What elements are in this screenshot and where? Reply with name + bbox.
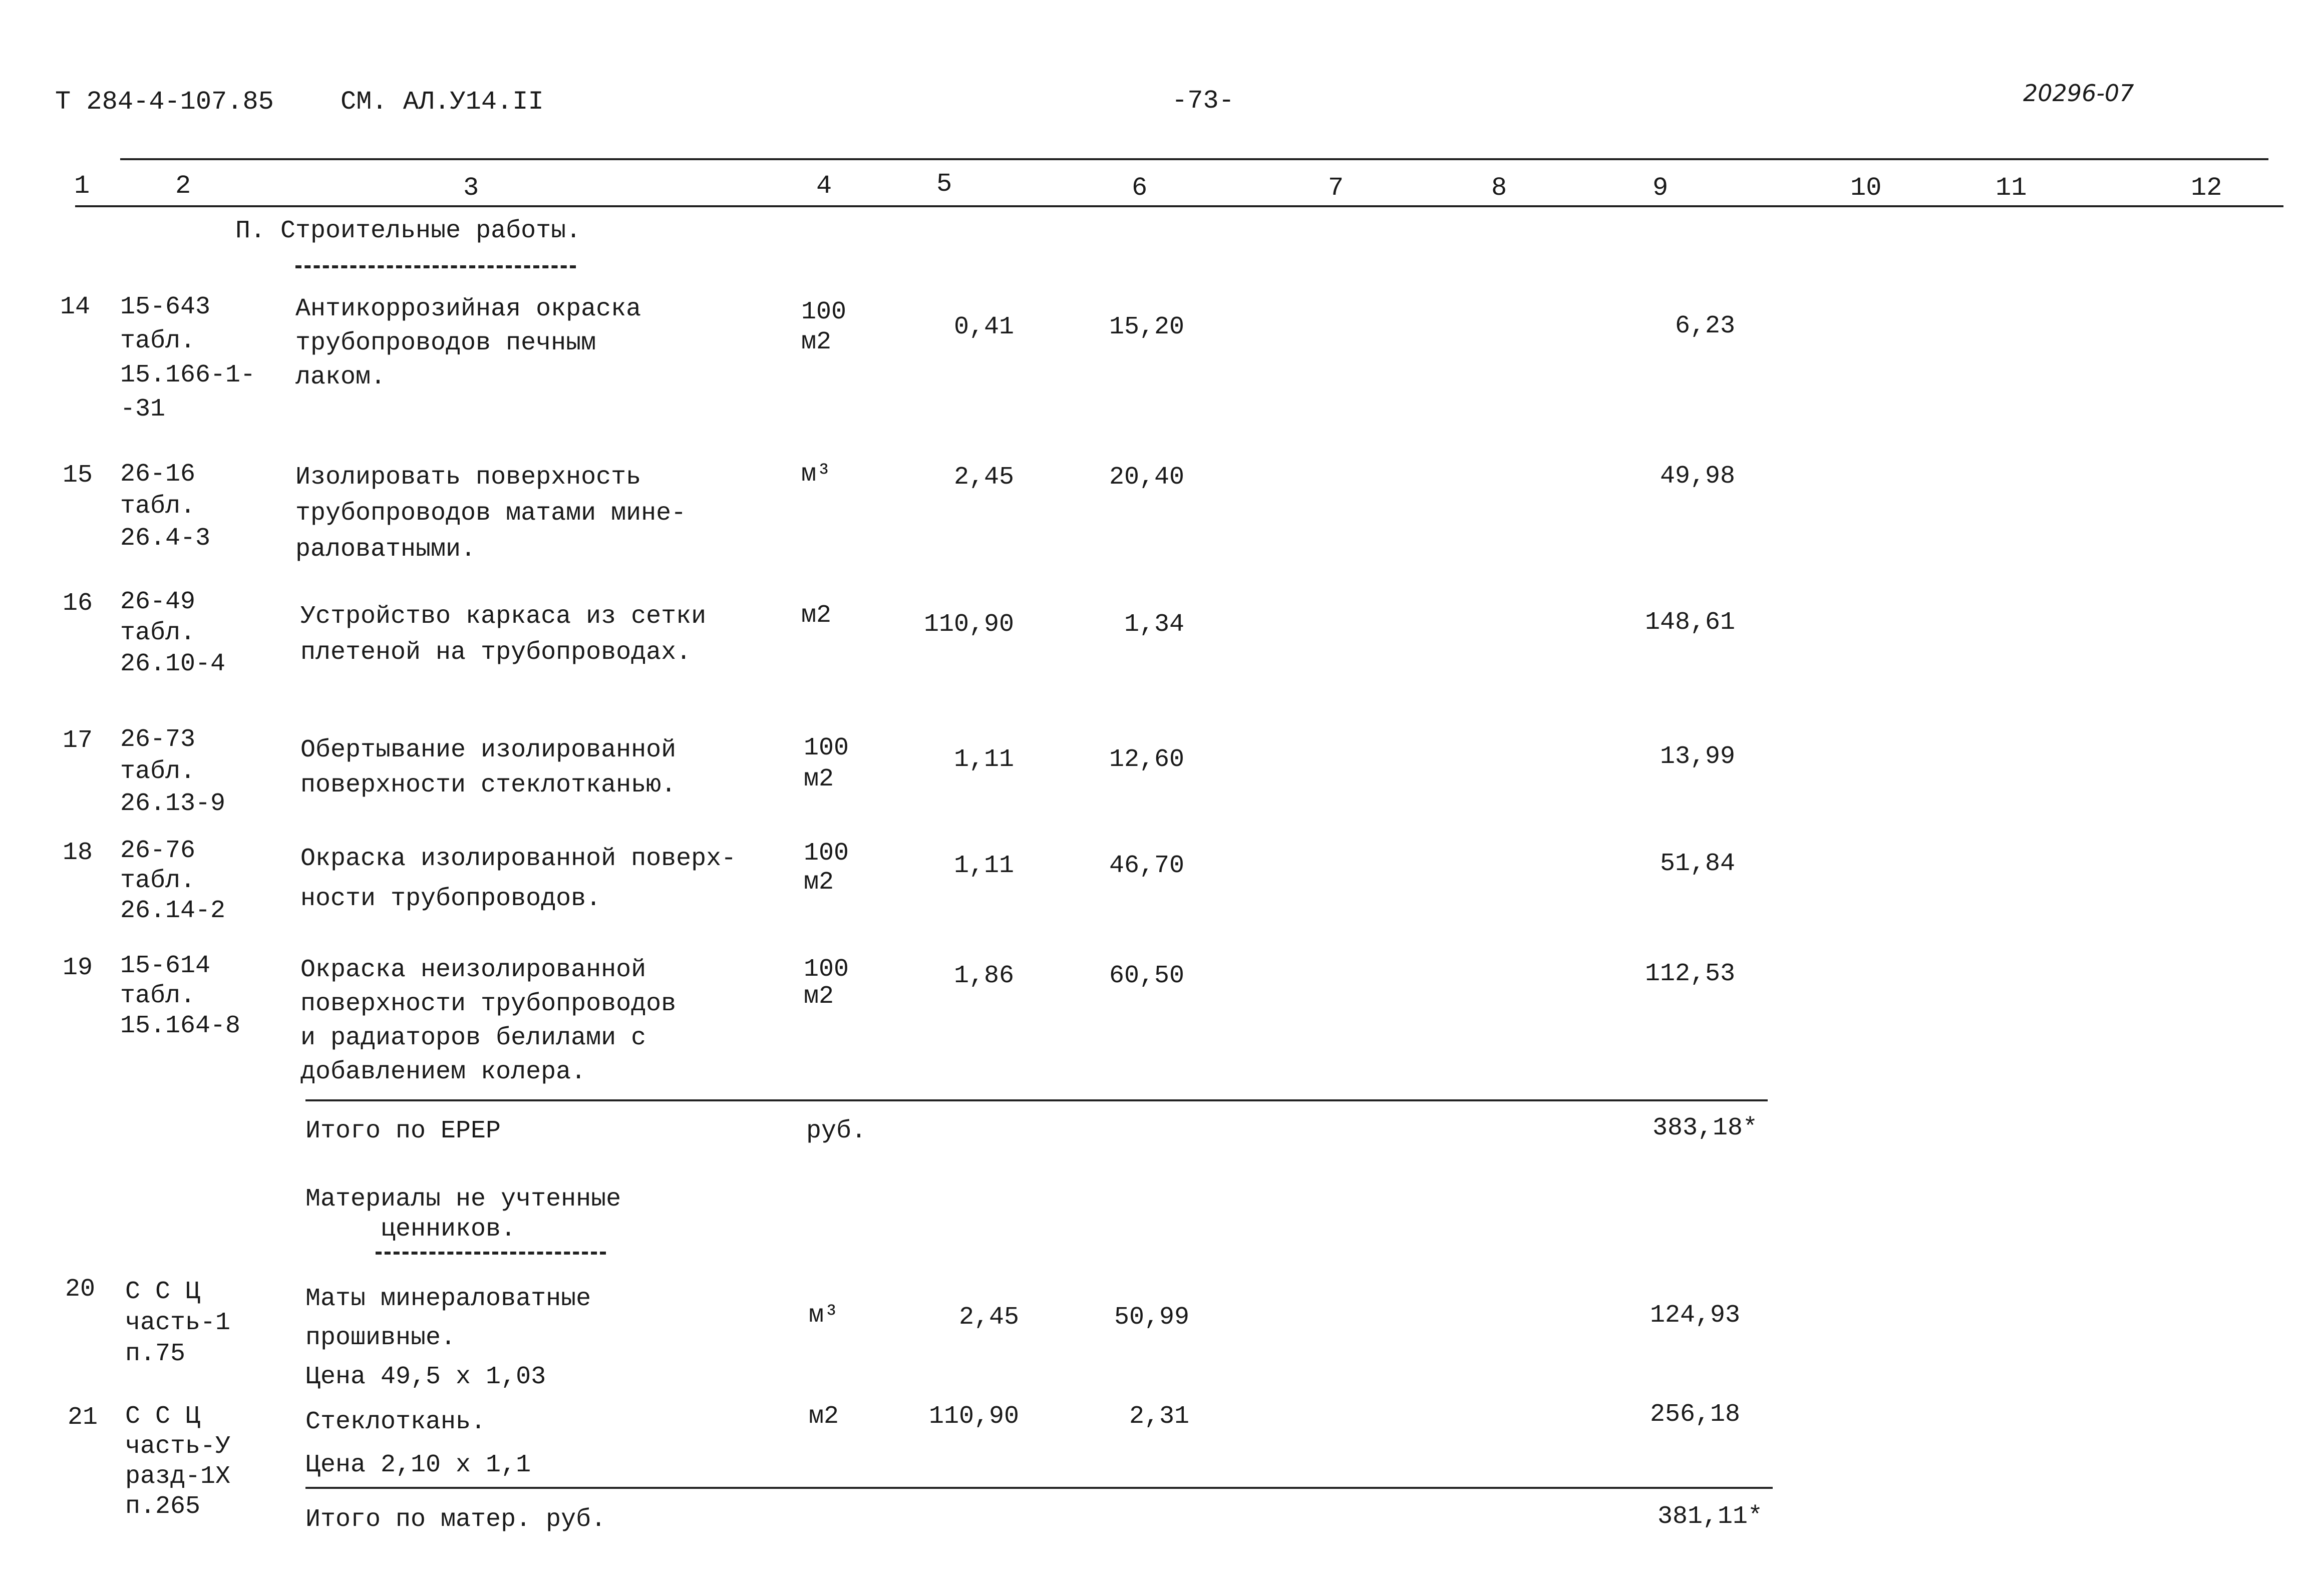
row-total: 148,61: [1644, 608, 1735, 637]
row-code: 26-73 табл. 26.13-9: [120, 725, 226, 818]
materials-subtotal-rule: [305, 1487, 1773, 1489]
row-description: Окраска изолированной поверх- ности трубопроводов.: [300, 845, 737, 913]
row-description: Окраска неизолированной поверхности трубопроводов и радиаторов белилами с добавлением колера.: [300, 956, 677, 1086]
row-quantity: 2,45: [953, 463, 1014, 492]
col-header-10: 10: [1850, 173, 1882, 203]
row-unit-price: 15,20: [1109, 313, 1184, 341]
row-total: 13,99: [1660, 742, 1735, 771]
row-unit-price: 1,34: [1124, 610, 1184, 639]
row-unit: м2: [801, 601, 832, 630]
row-description: Маты минераловатные прошивные. Цена 49,5 х 1,03: [305, 1285, 591, 1391]
row-number: 21: [68, 1403, 98, 1432]
row-number: 16: [63, 589, 93, 618]
row-quantity: 110,90: [928, 1402, 1019, 1431]
row-number: 14: [60, 293, 91, 321]
row-number: 20: [65, 1275, 96, 1304]
subtotal-erer-total: 383,18*: [1652, 1114, 1758, 1142]
materials-title-cont: ценников.: [381, 1215, 516, 1244]
row-total: 112,53: [1644, 960, 1735, 988]
row-quantity: 0,41: [953, 313, 1014, 341]
sm-reference: СМ. АЛ.У14.II: [341, 87, 544, 117]
subtotal-rule: [305, 1099, 1768, 1101]
row-code: 26-76 табл. 26.14-2: [120, 837, 226, 925]
row-code: 26-49 табл. 26.10-4: [120, 588, 226, 678]
row-code: 15-614 табл. 15.164-8: [120, 952, 241, 1040]
col-header-2: 2: [175, 171, 191, 201]
col-header-7: 7: [1328, 173, 1344, 203]
col-header-9: 9: [1653, 173, 1669, 203]
row-quantity: 1,86: [953, 962, 1014, 990]
row-unit: 100 м2: [804, 734, 849, 793]
row-quantity: 2,45: [958, 1303, 1019, 1332]
subtotal-erer-unit: руб.: [806, 1117, 867, 1145]
subtotal-materials-label: Итого по матер. руб.: [305, 1505, 606, 1534]
row-total: 51,84: [1660, 850, 1735, 878]
row-description: Стеклоткань. Цена 2,10 х 1,1: [305, 1408, 531, 1479]
row-code: С С Ц часть-У разд-1Х п.265: [125, 1402, 231, 1521]
row-unit: 100 м2: [801, 298, 847, 356]
row-unit: 100 м2: [804, 839, 849, 897]
row-unit-price: 12,60: [1109, 745, 1184, 774]
row-description: Обертывание изолированной поверхности стеклотканью.: [300, 736, 677, 800]
document-code: Т 284-4-107.85: [55, 87, 274, 117]
row-description: Изолировать поверхность трубопроводов матами мине- раловатными.: [295, 463, 687, 564]
section-title: П. Строительные работы.: [235, 217, 581, 245]
subtotal-erer-label: Итого по ЕРЕР: [305, 1117, 501, 1145]
row-unit-price: 60,50: [1109, 962, 1184, 990]
header-bottom-rule: [75, 205, 2283, 207]
row-total: 256,18: [1650, 1400, 1740, 1429]
section-title-underline: [295, 265, 576, 268]
col-header-4: 4: [816, 171, 832, 201]
row-unit: м³: [801, 460, 832, 489]
row-unit: м³: [809, 1301, 839, 1330]
col-header-3: 3: [463, 173, 479, 203]
row-number: 17: [63, 726, 93, 755]
col-header-8: 8: [1491, 173, 1507, 203]
page-number: -73-: [1172, 86, 1234, 116]
col-header-1: 1: [74, 171, 90, 201]
row-total: 124,93: [1650, 1301, 1740, 1330]
row-description: Устройство каркаса из сетки плетеной на трубопроводах.: [300, 602, 707, 667]
row-unit: 100 м2: [804, 955, 849, 1011]
header-top-rule: [120, 158, 2268, 160]
row-number: 19: [63, 954, 93, 982]
row-code: 15-643 табл. 15.166-1- -31: [120, 293, 256, 424]
col-header-11: 11: [1996, 173, 2027, 203]
archive-number: 20296-07: [2023, 80, 2134, 107]
row-unit-price: 2,31: [1129, 1402, 1189, 1431]
row-unit: м2: [809, 1402, 839, 1431]
row-total: 6,23: [1675, 312, 1735, 340]
subtotal-materials-total: 381,11*: [1657, 1502, 1763, 1531]
row-quantity: 1,11: [953, 852, 1014, 880]
row-unit-price: 20,40: [1109, 463, 1184, 492]
row-description: Антикоррозийная окраска трубопроводов печным лаком.: [295, 295, 641, 391]
row-code: 26-16 табл. 26.4-3: [120, 460, 211, 553]
materials-title: Материалы не учтенные: [305, 1185, 621, 1214]
row-code: С С Ц часть-1 п.75: [125, 1278, 231, 1368]
row-unit-price: 50,99: [1114, 1303, 1189, 1332]
col-header-12: 12: [2191, 173, 2222, 203]
row-quantity: 1,11: [953, 745, 1014, 774]
row-unit-price: 46,70: [1109, 852, 1184, 880]
row-number: 15: [63, 461, 93, 490]
row-quantity: 110,90: [923, 610, 1014, 639]
col-header-5: 5: [936, 169, 952, 199]
row-number: 18: [63, 839, 93, 867]
col-header-6: 6: [1132, 173, 1148, 203]
row-total: 49,98: [1660, 462, 1735, 491]
materials-title-underline: [376, 1252, 606, 1255]
